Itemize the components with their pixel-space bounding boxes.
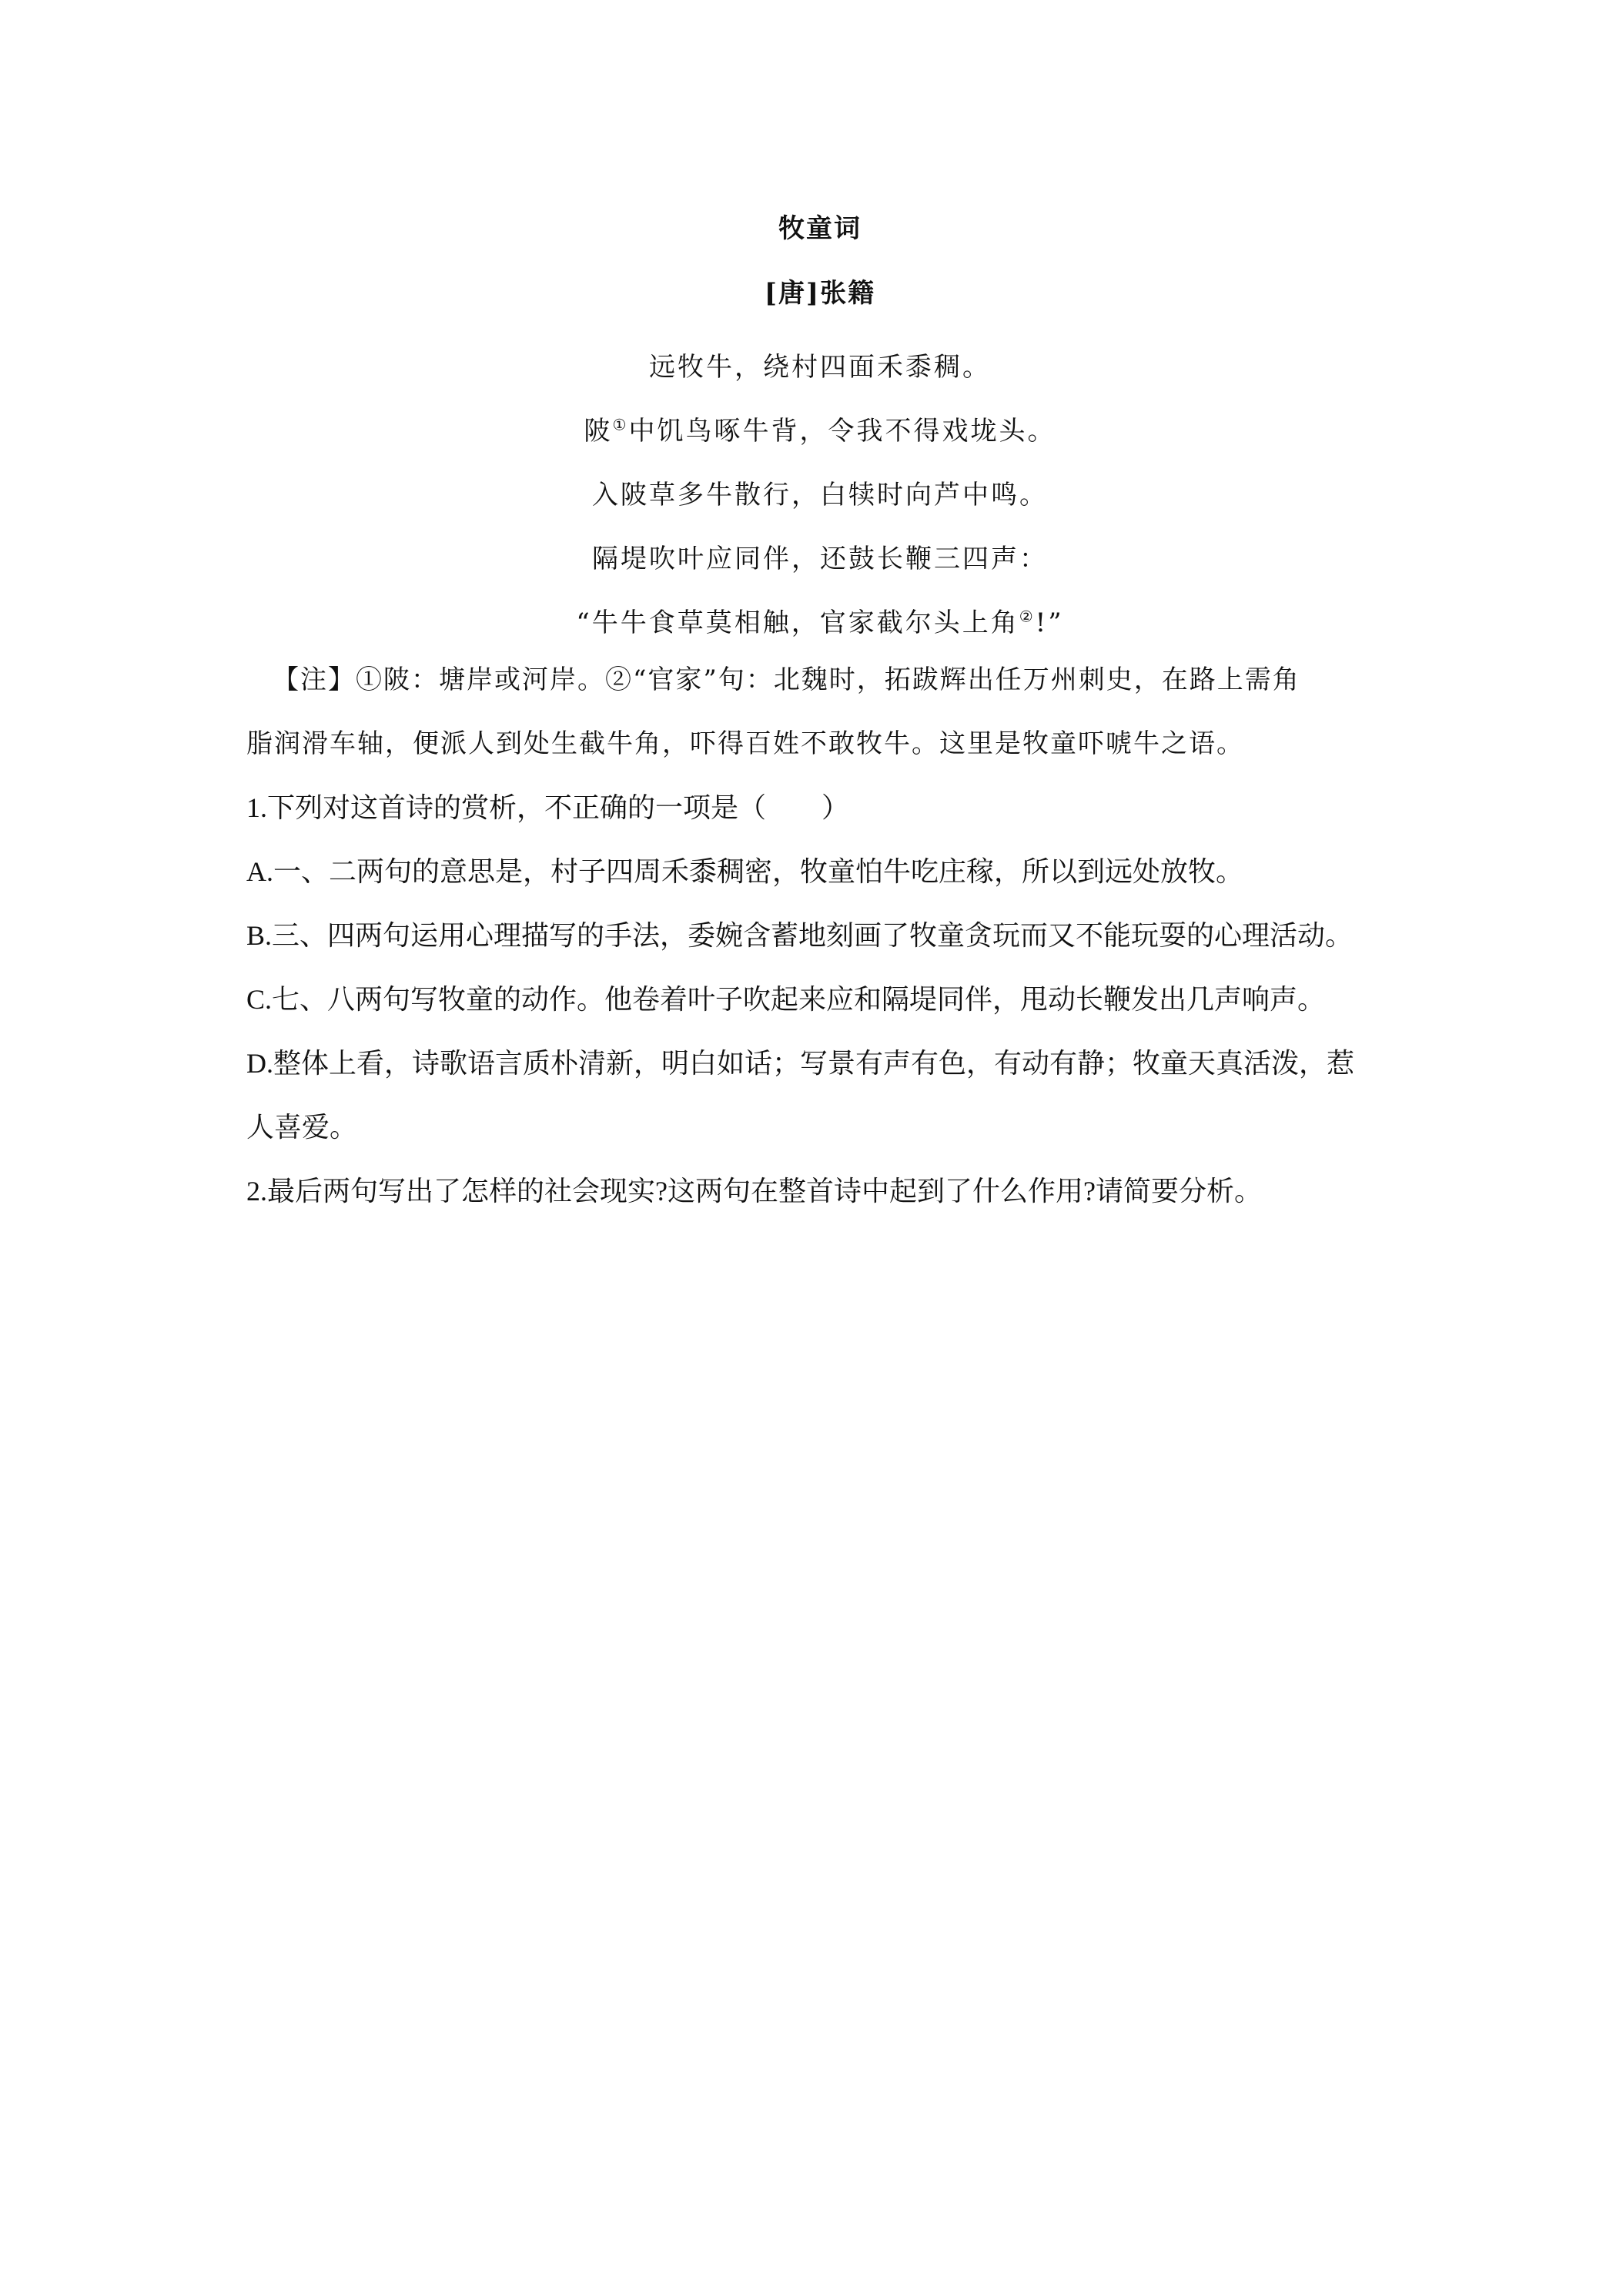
question-2: 2.最后两句写出了怎样的社会现实?这两句在整首诗中起到了什么作用?请简要分析。: [246, 1176, 1262, 1207]
questions-section: [246, 776, 1394, 1223]
poem-title: 牧童词: [778, 213, 862, 244]
footnote-mark-2: ②: [1019, 607, 1036, 626]
note-line-1: 【注】①陂：塘岸或河岸。②“官家”句：北魏时，拓跋辉出任万州刺史，在路上需角: [273, 664, 1300, 695]
poem-line-2-head: 陂: [584, 416, 613, 447]
option-c: C.七、八两句写牧童的动作。他卷着叶子吹起来应和隔堤同伴，甩动长鞭发出几声响声。: [246, 984, 1326, 1015]
option-a: A.一、二两句的意思是，村子四周禾黍稠密，牧童怕牛吃庄稼，所以到远处放牧。: [246, 856, 1243, 887]
poem-line-4: 隔堤吹叶应同伴，还鼓长鞭三四声：: [592, 544, 1048, 574]
option-b: B.三、四两句运用心理描写的手法，委婉含蓄地刻画了牧童贪玩而又不能玩耍的心理活动。: [246, 920, 1354, 951]
poem-author: [唐]张籍: [764, 278, 876, 309]
poem-line-2: [246, 400, 1394, 464]
footnote-mark-1: ①: [612, 415, 629, 434]
option-d-line-1: D.整体上看，诗歌语言质朴清新，明白如话；写景有声有色，有动有静；牧童天真活泼，惹: [246, 1048, 1354, 1079]
question-1: 1.下列对这首诗的赏析，不正确的一项是（ ）: [246, 792, 850, 823]
poem-line-5-head: “牛牛食草莫相触，官家截尔头上角: [576, 607, 1019, 638]
poem-line-1: 远牧牛，绕村四面禾黍稠。: [649, 352, 991, 383]
poem-line-2-tail: 中饥鸟啄牛背，令我不得戏垅头。: [628, 416, 1056, 447]
poem-body: [246, 336, 1394, 655]
option-d-line-2: 人喜爱。: [246, 1112, 358, 1143]
poem-line-3: 入陂草多牛散行，白犊时向芦中鸣。: [592, 480, 1048, 510]
note-line-2: 脂润滑车轴，便派人到处生截牛角，吓得百姓不敢牧牛。这里是牧童吓唬牛之语。: [246, 728, 1244, 759]
poem-line-5: [246, 591, 1394, 655]
annotation-note: [246, 648, 1394, 776]
poem-line-5-tail: !”: [1035, 607, 1064, 638]
